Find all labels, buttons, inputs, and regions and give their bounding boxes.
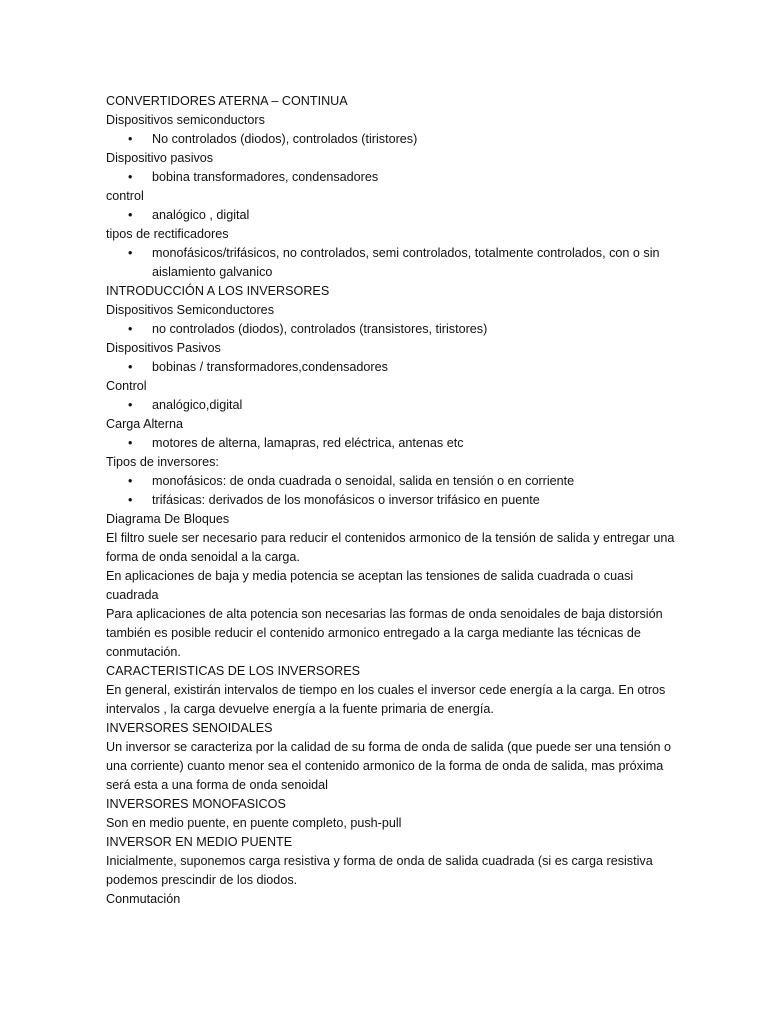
bullet-list-item [106,396,686,415]
text-line: Conmutación [106,892,181,906]
bullet-text: No controlados (diodos), controlados (tiristores) [152,132,418,146]
text-line: Dispositivos Semiconductores [106,303,274,317]
bullet-icon: • [128,246,133,260]
body-paragraph: Un inversor se caracteriza por la calidad de su forma de onda de salida (que puede ser una tensión o una corriente) cuanto menor sea el contenido armonico de la forma de onda de salida, mas próxima será esta a una forma de onda senoidal [106,740,671,792]
bullet-list-item [106,130,686,149]
bullet-text: bobina transformadores, condensadores [152,170,379,184]
text-line: Carga Alterna [106,417,184,431]
text-line: Dispositivos Pasivos [106,341,221,355]
bullet-list-item [106,206,686,225]
text-line: INTRODUCCIÓN A LOS INVERSORES [106,284,330,298]
text-line: INVERSOR EN MEDIO PUENTE [106,835,293,849]
bullet-text: monofásicos/trifásicos, no controlados, semi controlados, totalmente controlados, con o sin aislamiento galvanico [152,246,660,279]
text-line: tipos de rectificadores [106,227,229,241]
text-line: CARACTERISTICAS DE LOS INVERSORES [106,664,361,678]
bullet-text: bobinas / transformadores,condensadores [152,360,388,374]
text-line: Tipos de inversores: [106,455,219,469]
bullet-list-item [106,491,686,510]
bullet-icon: • [128,436,133,450]
text-line: Diagrama De Bloques [106,512,230,526]
text-line: INVERSORES SENOIDALES [106,721,273,735]
body-paragraph: El filtro suele ser necesario para reducir el contenidos armonico de la tensión de salida y entregar una forma de onda senoidal a la carga. [106,531,675,564]
bullet-icon: • [128,208,133,222]
bullet-text: monofásicos: de onda cuadrada o senoidal, salida en tensión o en corriente [152,474,575,488]
bullet-icon: • [128,132,133,146]
bullet-list-item [106,472,686,491]
text-line: Son en medio puente, en puente completo, push-pull [106,816,402,830]
bullet-list-item [106,358,686,377]
bullet-icon: • [128,398,133,412]
text-line: Dispositivos semiconductors [106,113,265,127]
text-line: INVERSORES MONOFASICOS [106,797,286,811]
bullet-list-item [106,244,686,282]
body-paragraph: Inicialmente, suponemos carga resistiva y forma de onda de salida cuadrada (si es carga resistiva podemos prescindir de los diodos. [106,854,653,887]
bullet-text: no controlados (diodos), controlados (transistores, tiristores) [152,322,488,336]
text-line: control [106,189,144,203]
bullet-icon: • [128,493,133,507]
bullet-icon: • [128,360,133,374]
bullet-list-item [106,168,686,187]
bullet-icon: • [128,170,133,184]
bullet-list-item [106,434,686,453]
bullet-text: motores de alterna, lamapras, red eléctrica, antenas etc [152,436,464,450]
bullet-text: analógico,digital [152,398,243,412]
body-paragraph: En aplicaciones de baja y media potencia se aceptan las tensiones de salida cuadrada o cuasi cuadrada [106,569,634,602]
body-paragraph: En general, existirán intervalos de tiempo en los cuales el inversor cede energía a la carga. En otros intervalos , la carga devuelve energía a la fuente primaria de energía. [106,683,666,716]
bullet-list-item [106,320,686,339]
text-line: CONVERTIDORES ATERNA – CONTINUA [106,94,348,108]
bullet-text: analógico , digital [152,208,250,222]
document-page [106,92,686,909]
bullet-text: trifásicas: derivados de los monofásicos o inversor trifásico en puente [152,493,540,507]
bullet-icon: • [128,474,133,488]
bullet-icon: • [128,322,133,336]
text-line: Dispositivo pasivos [106,151,214,165]
body-paragraph: Para aplicaciones de alta potencia son necesarias las formas de onda senoidales de baja distorsión también es posible reducir el contenido armonico entregado a la carga mediante las técnicas de conmutación. [106,607,663,659]
text-line: Control [106,379,147,393]
